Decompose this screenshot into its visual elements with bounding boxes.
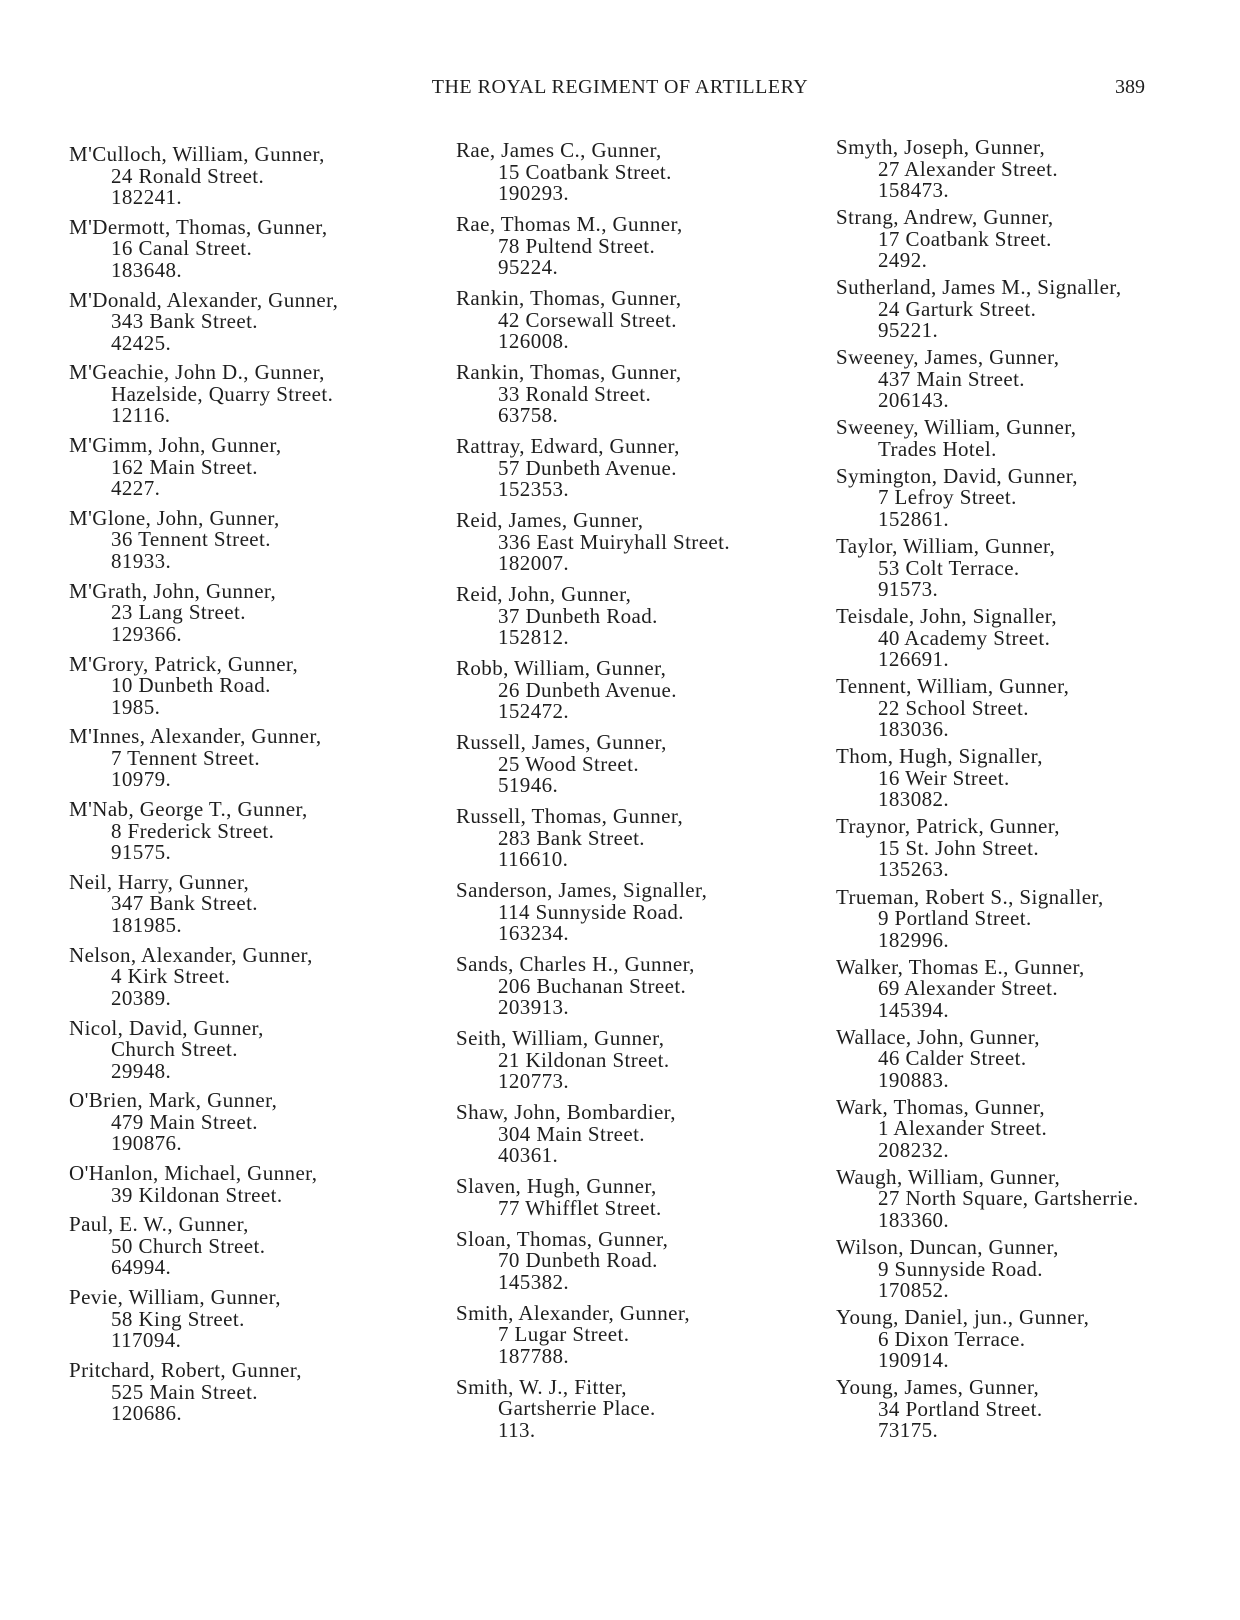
entry-service-number: 135263. bbox=[878, 857, 950, 882]
entry-address: 7 Lefroy Street. bbox=[878, 485, 1017, 510]
entry-service-number: 187788. bbox=[498, 1343, 570, 1368]
entry-service-number: 4227. bbox=[111, 476, 161, 501]
roll-entry bbox=[69, 287, 449, 355]
roll-entry bbox=[456, 140, 836, 205]
entry-name: M'Innes, Alexander, Gunner, bbox=[69, 724, 322, 749]
entry-address: 23 Lang Street. bbox=[111, 600, 246, 625]
entry-name: Wark, Thomas, Gunner, bbox=[836, 1094, 1046, 1119]
roll-entry bbox=[456, 1176, 836, 1219]
entry-name: Rankin, Thomas, Gunner, bbox=[456, 360, 682, 384]
entry-name: Reid, James, Gunner, bbox=[456, 508, 644, 532]
entry-service-number: 12116. bbox=[111, 403, 171, 428]
entry-service-number: 129366. bbox=[111, 621, 183, 646]
entry-address: 36 Tennent Street. bbox=[111, 527, 271, 552]
entry-name: M'Grory, Patrick, Gunner, bbox=[69, 651, 299, 676]
entry-name: Slaven, Hugh, Gunner, bbox=[456, 1174, 657, 1198]
entry-service-number: 64994. bbox=[111, 1255, 172, 1280]
entry-name: M'Geachie, John D., Gunner, bbox=[69, 360, 325, 385]
entry-address: 15 Coatbank Street. bbox=[498, 159, 672, 184]
entry-address: Gartsherrie Place. bbox=[498, 1396, 656, 1420]
entry-name: Pritchard, Robert, Gunner, bbox=[69, 1358, 302, 1383]
entry-address: 26 Dunbeth Avenue. bbox=[498, 677, 677, 702]
roll-entry bbox=[69, 435, 449, 500]
roll-entry bbox=[456, 880, 836, 945]
entry-address: 525 Main Street. bbox=[111, 1379, 258, 1404]
entry-service-number: 152812. bbox=[498, 625, 570, 649]
entry-address: 42 Corsewall Street. bbox=[498, 307, 677, 332]
entry-name: Pevie, William, Gunner, bbox=[69, 1285, 281, 1310]
roll-entry bbox=[456, 1374, 836, 1442]
roll-entry bbox=[456, 1300, 836, 1368]
roll-entry bbox=[836, 1094, 1216, 1162]
roll-entry bbox=[69, 1163, 449, 1206]
roll-entry bbox=[69, 869, 449, 937]
entry-name: Sanderson, James, Signaller, bbox=[456, 878, 708, 902]
entry-name: M'Donald, Alexander, Gunner, bbox=[69, 287, 339, 312]
entry-service-number: 152861. bbox=[878, 506, 950, 531]
entry-service-number: 183648. bbox=[111, 257, 183, 282]
entry-service-number: 42425. bbox=[111, 330, 172, 355]
entry-address: 343 Bank Street. bbox=[111, 309, 258, 334]
entry-name: Tennent, William, Gunner, bbox=[836, 674, 1070, 699]
entry-name: Traynor, Patrick, Gunner, bbox=[836, 814, 1060, 839]
entry-address: 336 East Muiryhall Street. bbox=[498, 529, 731, 554]
entry-address: 24 Ronald Street. bbox=[111, 163, 265, 188]
roll-entry bbox=[836, 347, 1216, 412]
roll-entry bbox=[836, 746, 1216, 811]
entry-service-number: 95221. bbox=[878, 318, 939, 343]
roll-entry bbox=[836, 1307, 1216, 1372]
entry-service-number: 206143. bbox=[878, 388, 950, 413]
entry-name: Rattray, Edward, Gunner, bbox=[456, 434, 680, 458]
entry-address: 15 St. John Street. bbox=[878, 835, 1040, 860]
entry-service-number: 117094. bbox=[111, 1328, 182, 1353]
roll-entry bbox=[69, 1287, 449, 1352]
entry-name: Young, James, Gunner, bbox=[836, 1375, 1040, 1400]
entry-service-number: 158473. bbox=[878, 178, 950, 202]
roll-column-3 bbox=[836, 137, 1216, 1447]
entry-service-number: 182241. bbox=[111, 185, 183, 209]
entry-name: Robb, William, Gunner, bbox=[456, 656, 667, 680]
entry-address: 25 Wood Street. bbox=[498, 751, 639, 776]
entry-name: Sloan, Thomas, Gunner, bbox=[456, 1226, 669, 1251]
entry-name: Trueman, Robert S., Signaller, bbox=[836, 884, 1104, 909]
entry-address: 21 Kildonan Street. bbox=[498, 1047, 670, 1072]
roll-entry bbox=[456, 1226, 836, 1294]
entry-address: Church Street. bbox=[111, 1037, 238, 1062]
entry-address: 27 Alexander Street. bbox=[878, 156, 1059, 181]
entry-name: Wilson, Duncan, Gunner, bbox=[836, 1235, 1059, 1259]
entry-service-number: 126691. bbox=[878, 647, 950, 672]
roll-entry bbox=[69, 1015, 449, 1083]
entry-name: Seith, William, Gunner, bbox=[456, 1026, 665, 1050]
entry-service-number: 29948. bbox=[111, 1058, 172, 1083]
roll-entry bbox=[836, 676, 1216, 741]
roll-entry bbox=[456, 288, 836, 353]
entry-address: 70 Dunbeth Road. bbox=[498, 1248, 658, 1272]
entry-name: O'Hanlon, Michael, Gunner, bbox=[69, 1161, 318, 1186]
entry-service-number: 208232. bbox=[878, 1137, 950, 1162]
entry-service-number: 95224. bbox=[498, 255, 559, 279]
roll-column-2 bbox=[456, 140, 836, 1451]
entry-address: Trades Hotel. bbox=[878, 436, 997, 461]
entry-service-number: 190876. bbox=[111, 1131, 183, 1156]
entry-name: O'Brien, Mark, Gunner, bbox=[69, 1088, 278, 1113]
entry-address: 17 Coatbank Street. bbox=[878, 226, 1052, 251]
entry-service-number: 126008. bbox=[498, 329, 570, 353]
entry-name: Smith, Alexander, Gunner, bbox=[456, 1300, 691, 1325]
entry-service-number: 183036. bbox=[878, 717, 950, 742]
entry-service-number: 190883. bbox=[878, 1067, 950, 1092]
roll-entry bbox=[836, 1377, 1216, 1442]
roll-column-1 bbox=[69, 144, 449, 1433]
roll-entry bbox=[836, 954, 1216, 1022]
entry-address: 27 North Square, Gartsherrie. bbox=[878, 1186, 1139, 1211]
entry-address: 9 Sunnyside Road. bbox=[878, 1256, 1043, 1281]
entry-name: Neil, Harry, Gunner, bbox=[69, 869, 250, 894]
roll-entry bbox=[836, 816, 1216, 881]
roll-entry bbox=[456, 214, 836, 279]
entry-service-number: 181985. bbox=[111, 912, 183, 937]
entry-service-number: 203913. bbox=[498, 995, 570, 1019]
roll-entry bbox=[456, 806, 836, 871]
entry-service-number: 170852. bbox=[878, 1278, 950, 1302]
entry-service-number: 120686. bbox=[111, 1401, 183, 1426]
entry-address: 22 School Street. bbox=[878, 695, 1029, 720]
entry-name: Russell, James, Gunner, bbox=[456, 730, 667, 754]
roll-entry bbox=[836, 207, 1216, 272]
entry-service-number: 182007. bbox=[498, 551, 570, 575]
entry-service-number: 152353. bbox=[498, 477, 570, 501]
roll-entry bbox=[456, 954, 836, 1019]
roll-entry bbox=[69, 505, 449, 573]
roll-entry bbox=[836, 277, 1216, 342]
entry-service-number: 91573. bbox=[878, 577, 939, 602]
entry-service-number: 91575. bbox=[111, 840, 172, 865]
roll-entry bbox=[456, 510, 836, 575]
entry-address: 33 Ronald Street. bbox=[498, 381, 652, 406]
roll-entry bbox=[836, 884, 1216, 952]
entry-address: 162 Main Street. bbox=[111, 454, 258, 479]
entry-service-number: 2492. bbox=[878, 248, 928, 273]
entry-address: 53 Colt Terrace. bbox=[878, 555, 1020, 580]
entry-service-number: 190914. bbox=[878, 1348, 950, 1373]
roll-entry bbox=[836, 417, 1216, 460]
roll-entry bbox=[836, 137, 1216, 202]
entry-address: 479 Main Street. bbox=[111, 1109, 258, 1134]
entry-name: Taylor, William, Gunner, bbox=[836, 534, 1056, 559]
entry-service-number: 51946. bbox=[498, 773, 559, 797]
roll-entry bbox=[836, 1237, 1216, 1302]
entry-address: 69 Alexander Street. bbox=[878, 976, 1059, 1001]
entry-name: Rae, Thomas M., Gunner, bbox=[456, 212, 683, 236]
roll-entry bbox=[836, 536, 1216, 601]
roll-entry bbox=[69, 144, 449, 209]
roll-entry bbox=[456, 584, 836, 649]
entry-address: 283 Bank Street. bbox=[498, 825, 645, 850]
entry-address: 7 Tennent Street. bbox=[111, 745, 260, 770]
roll-entry bbox=[836, 463, 1216, 531]
roll-entry bbox=[69, 1360, 449, 1425]
entry-name: Paul, E. W., Gunner, bbox=[69, 1212, 249, 1237]
entry-address: 34 Portland Street. bbox=[878, 1396, 1043, 1421]
entry-address: 10 Dunbeth Road. bbox=[111, 673, 271, 698]
roll-entry bbox=[69, 214, 449, 282]
entry-address: 114 Sunnyside Road. bbox=[498, 899, 684, 924]
entry-address: Hazelside, Quarry Street. bbox=[111, 381, 334, 406]
entry-service-number: 10979. bbox=[111, 767, 172, 792]
roll-entry bbox=[456, 1102, 836, 1167]
roll-entry bbox=[836, 1164, 1216, 1232]
entry-address: 206 Buchanan Street. bbox=[498, 973, 687, 998]
entry-name: Sands, Charles H., Gunner, bbox=[456, 952, 695, 976]
entry-service-number: 81933. bbox=[111, 548, 172, 573]
entry-name: Walker, Thomas E., Gunner, bbox=[836, 954, 1085, 979]
entry-address: 39 Kildonan Street. bbox=[111, 1182, 283, 1207]
entry-name: Sweeney, James, Gunner, bbox=[836, 345, 1060, 370]
entry-service-number: 145382. bbox=[498, 1269, 570, 1294]
entry-address: 16 Weir Street. bbox=[878, 765, 1010, 790]
roll-entry bbox=[69, 726, 449, 791]
entry-name: Nicol, David, Gunner, bbox=[69, 1015, 264, 1040]
entry-name: Nelson, Alexander, Gunner, bbox=[69, 942, 313, 967]
entry-service-number: 20389. bbox=[111, 985, 172, 1010]
entry-address: 437 Main Street. bbox=[878, 366, 1025, 391]
roll-entry bbox=[456, 362, 836, 427]
entry-name: Shaw, John, Bombardier, bbox=[456, 1100, 676, 1124]
roll-entry bbox=[836, 606, 1216, 671]
entry-address: 24 Garturk Street. bbox=[878, 296, 1037, 321]
roll-entry bbox=[69, 942, 449, 1010]
entry-name: Russell, Thomas, Gunner, bbox=[456, 804, 684, 828]
entry-address: 37 Dunbeth Road. bbox=[498, 603, 658, 628]
entry-service-number: 190293. bbox=[498, 181, 570, 205]
entry-service-number: 183082. bbox=[878, 787, 950, 812]
entry-address: 4 Kirk Street. bbox=[111, 964, 231, 989]
roll-entry bbox=[69, 651, 449, 719]
roll-entry bbox=[836, 1024, 1216, 1092]
entry-service-number: 182996. bbox=[878, 927, 950, 952]
entry-name: Rankin, Thomas, Gunner, bbox=[456, 286, 682, 310]
entry-name: Teisdale, John, Signaller, bbox=[836, 604, 1057, 629]
entry-name: Reid, John, Gunner, bbox=[456, 582, 632, 606]
entry-service-number: 152472. bbox=[498, 699, 570, 723]
entry-service-number: 40361. bbox=[498, 1143, 559, 1167]
entry-service-number: 73175. bbox=[878, 1418, 939, 1443]
entry-address: 8 Frederick Street. bbox=[111, 818, 275, 843]
roll-entry bbox=[456, 436, 836, 501]
entry-service-number: 116610. bbox=[498, 847, 569, 871]
entry-address: 40 Academy Street. bbox=[878, 625, 1051, 650]
entry-address: 6 Dixon Terrace. bbox=[878, 1326, 1026, 1351]
entry-name: M'Dermott, Thomas, Gunner, bbox=[69, 214, 328, 239]
entry-service-number: 183360. bbox=[878, 1207, 950, 1232]
entry-service-number: 1985. bbox=[111, 694, 161, 719]
roll-entry bbox=[456, 658, 836, 723]
roll-entry bbox=[69, 1214, 449, 1279]
running-title: THE ROYAL REGIMENT OF ARTILLERY bbox=[431, 76, 809, 98]
entry-name: Waugh, William, Gunner, bbox=[836, 1164, 1061, 1189]
roll-entry bbox=[69, 362, 449, 427]
entry-address: 347 Bank Street. bbox=[111, 891, 258, 916]
entry-name: M'Grath, John, Gunner, bbox=[69, 578, 277, 603]
entry-service-number: 145394. bbox=[878, 997, 950, 1022]
entry-address: 9 Portland Street. bbox=[878, 906, 1032, 931]
entry-service-number: 63758. bbox=[498, 403, 559, 427]
entry-name: M'Nab, George T., Gunner, bbox=[69, 797, 308, 822]
entry-name: Rae, James C., Gunner, bbox=[456, 138, 662, 162]
entry-address: 77 Whifflet Street. bbox=[498, 1195, 662, 1220]
entry-address: 1 Alexander Street. bbox=[878, 1116, 1048, 1141]
entry-address: 7 Lugar Street. bbox=[498, 1322, 630, 1346]
entry-name: M'Gimm, John, Gunner, bbox=[69, 433, 282, 458]
entry-address: 16 Canal Street. bbox=[111, 236, 253, 261]
entry-address: 78 Pultend Street. bbox=[498, 233, 656, 258]
roll-entry bbox=[69, 578, 449, 646]
entry-name: Sutherland, James M., Signaller, bbox=[836, 275, 1122, 300]
entry-name: Young, Daniel, jun., Gunner, bbox=[836, 1305, 1090, 1330]
entry-address: 58 King Street. bbox=[111, 1306, 245, 1331]
entry-address: 50 Church Street. bbox=[111, 1233, 266, 1258]
entry-name: Sweeney, William, Gunner, bbox=[836, 415, 1077, 440]
roll-entry bbox=[456, 732, 836, 797]
entry-name: Strang, Andrew, Gunner, bbox=[836, 205, 1054, 230]
entry-name: Thom, Hugh, Signaller, bbox=[836, 744, 1043, 769]
entry-name: Symington, David, Gunner, bbox=[836, 463, 1078, 488]
entry-service-number: 163234. bbox=[498, 921, 570, 945]
entry-name: M'Culloch, William, Gunner, bbox=[69, 142, 325, 166]
page-number: 389 bbox=[1115, 76, 1145, 98]
entry-name: Smith, W. J., Fitter, bbox=[456, 1374, 627, 1399]
entry-address: 46 Calder Street. bbox=[878, 1046, 1027, 1071]
entry-name: M'Glone, John, Gunner, bbox=[69, 505, 280, 530]
entry-name: Wallace, John, Gunner, bbox=[836, 1024, 1040, 1049]
roll-entry bbox=[456, 1028, 836, 1093]
entry-name: Smyth, Joseph, Gunner, bbox=[836, 135, 1046, 159]
entry-service-number: 113. bbox=[498, 1417, 536, 1442]
entry-service-number: 120773. bbox=[498, 1069, 570, 1093]
entry-address: 57 Dunbeth Avenue. bbox=[498, 455, 677, 480]
roll-entry bbox=[69, 799, 449, 864]
entry-address: 304 Main Street. bbox=[498, 1121, 645, 1146]
roll-entry bbox=[69, 1090, 449, 1155]
